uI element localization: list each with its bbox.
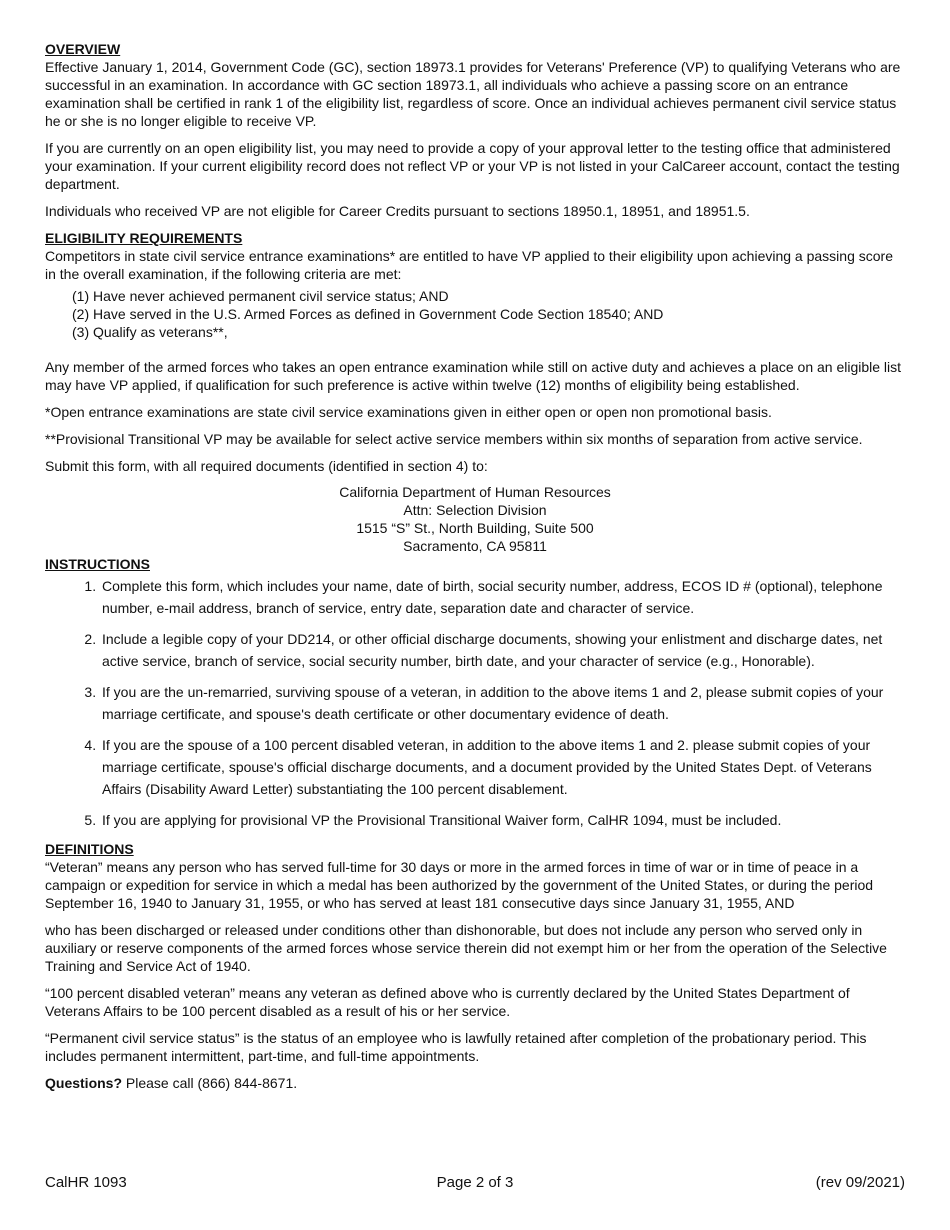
criteria-list bbox=[45, 287, 905, 341]
definition-veteran-continued: who has been discharged or released under conditions other than dishonorable, but does not include any person who served only in auxiliary or reserve components of the armed forces whose service therein did not exempt him or her from the operation of the Selective Training and Service Act of 1940. bbox=[45, 922, 887, 974]
overview-paragraph-3: Individuals who received VP are not eligible for Career Credits pursuant to sections 18950.1, 18951, and 18951.5. bbox=[45, 203, 750, 219]
submit-instruction: Submit this form, with all required documents (identified in section 4) to: bbox=[45, 458, 488, 474]
definitions-heading: DEFINITIONS bbox=[45, 841, 134, 857]
form-id: CalHR 1093 bbox=[45, 1174, 127, 1191]
instruction-item: 3. If you are the un-remarried, surviving spouse of a veteran, in addition to the above items 1 and 2, please submit copies of your marriage certificate, and spouse's death certificate or other documentary evidence of death. bbox=[100, 681, 905, 725]
page-number: Page 2 of 3 bbox=[436, 1174, 514, 1191]
address-line: Sacramento, CA 95811 bbox=[403, 538, 547, 554]
page-footer bbox=[45, 1174, 905, 1194]
eligibility-heading: ELIGIBILITY REQUIREMENTS bbox=[45, 230, 243, 246]
instructions-heading: INSTRUCTIONS bbox=[45, 556, 150, 572]
definition-veteran: “Veteran” means any person who has served full-time for 30 days or more in the armed forces in time of war or in time of peace in a campaign or expedition for service in which a medal has been authorized by the government of the United States, or during the period September 16, 1940 to January 31, 1955, or who has served at least 181 consecutive days since January 31, 1955, AND bbox=[45, 859, 874, 911]
mailing-address bbox=[45, 483, 905, 555]
address-line: 1515 “S” St., North Building, Suite 500 bbox=[356, 520, 594, 536]
criteria-item: (3) Qualify as veterans**, bbox=[72, 324, 228, 340]
footnote-open-exams: *Open entrance examinations are state civil service examinations given in either open or open non promotional basis. bbox=[45, 404, 772, 420]
overview-heading: OVERVIEW bbox=[45, 41, 121, 57]
questions-label: Questions? bbox=[45, 1075, 123, 1091]
instruction-item: 4. If you are the spouse of a 100 percent disabled veteran, in addition to the above items 1 and 2. please submit copies of your marriage certificate, spouse's official discharge documents, and a document provided by the United States Dept. of Veterans Affairs (Disability Award Letter) substantiating the 100 percent disablement. bbox=[100, 734, 905, 800]
document-page bbox=[45, 40, 905, 1101]
overview-paragraph-1: Effective January 1, 2014, Government Code (GC), section 18973.1 provides for Veterans' Preference (VP) to qualifying Veterans who are successful in an examination. In accordance with GC section 18973.1, all individuals who achieve a passing score on an entrance examination shall be certified in rank 1 of the eligibility list, regardless of score. Once an individual achieves permanent civil service status he or she is no longer eligible to receive VP. bbox=[45, 59, 901, 129]
overview-paragraph-2: If you are currently on an open eligibility list, you may need to provide a copy of your approval letter to the testing office that administered your examination. If your current eligibility record does not reflect VP or your VP is not listed in your CalCareer account, contact the testing department. bbox=[45, 140, 900, 192]
instruction-item: 5. If you are applying for provisional VP the Provisional Transitional Waiver form, CalHR 1094, must be included. bbox=[100, 809, 905, 831]
address-line: Attn: Selection Division bbox=[403, 502, 547, 518]
definition-permanent-status: “Permanent civil service status” is the status of an employee who is lawfully retained after completion of the probationary period. This includes permanent intermittent, part-time, and full-time appointments. bbox=[45, 1030, 867, 1064]
questions-phone: Please call (866) 844-8671. bbox=[122, 1075, 298, 1091]
eligibility-intro: Competitors in state civil service entrance examinations* are entitled to have VP applied to their eligibility upon achieving a passing score in the overall examination, if the following criteria are met: bbox=[45, 248, 893, 282]
footnote-provisional-vp: **Provisional Transitional VP may be available for select active service members within six months of separation from active service. bbox=[45, 431, 863, 447]
revision-date: (rev 09/2021) bbox=[815, 1174, 905, 1191]
instruction-item: 1. Complete this form, which includes your name, date of birth, social security number, address, ECOS ID # (optional), telephone number, e-mail address, branch of service, entry date, separation date and character of service. bbox=[100, 575, 905, 619]
definition-disabled-veteran: “100 percent disabled veteran” means any veteran as defined above who is currently declared by the United States Department of Veterans Affairs to be 100 percent disabled as a result of his or her service. bbox=[45, 985, 850, 1019]
instructions-list bbox=[45, 575, 905, 831]
criteria-item: (1) Have never achieved permanent civil service status; AND bbox=[72, 288, 449, 304]
criteria-item: (2) Have served in the U.S. Armed Forces as defined in Government Code Section 18540; AND bbox=[72, 306, 664, 322]
questions-line bbox=[45, 1074, 905, 1092]
active-duty-paragraph: Any member of the armed forces who takes an open entrance examination while still on active duty and achieves a place on an eligible list may have VP applied, if qualification for such preference is active within twelve (12) months of eligibility being established. bbox=[45, 359, 902, 393]
instruction-item: 2. Include a legible copy of your DD214, or other official discharge documents, showing your enlistment and discharge dates, net active service, branch of service, social security number, birth date, and your character of service (e.g., Honorable). bbox=[100, 628, 905, 672]
address-line: California Department of Human Resources bbox=[339, 484, 611, 500]
